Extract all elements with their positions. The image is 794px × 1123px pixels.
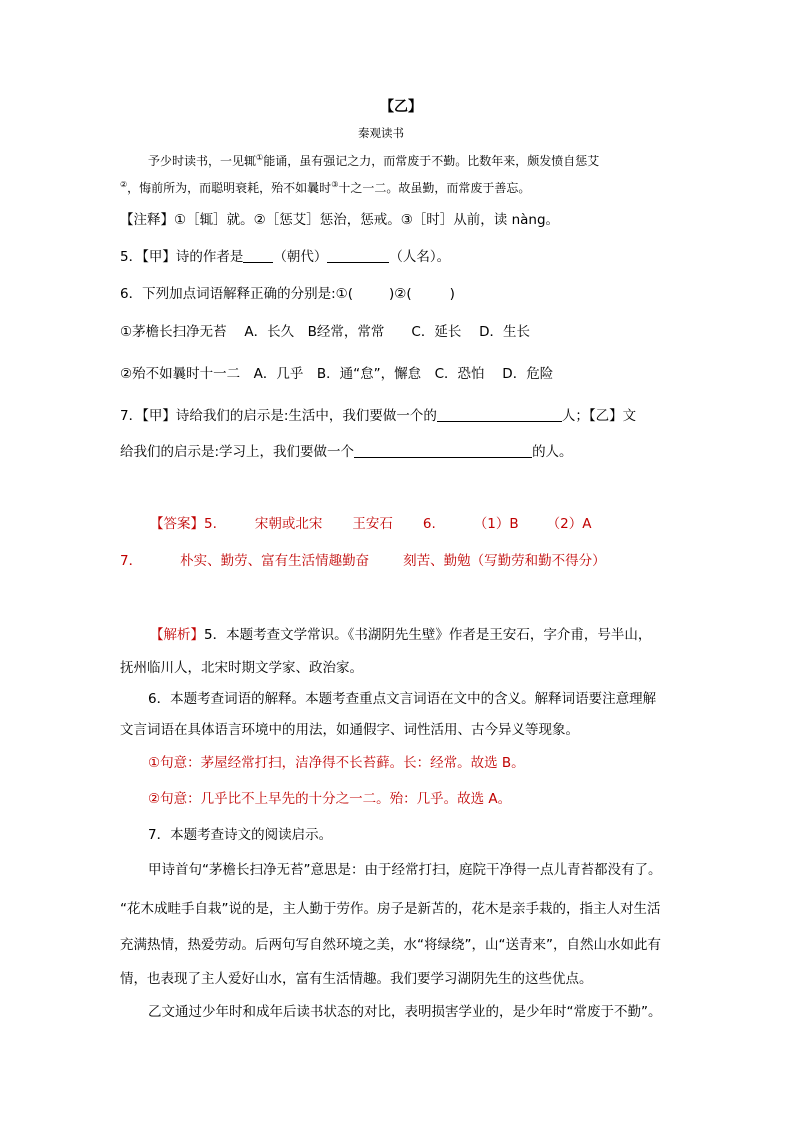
question-7-line-2 [120, 440, 573, 460]
question-6-item-2: ②殆不如曩时十一二 A．几乎 B．通“怠”，懈怠 C．恐怕 D．危险 [120, 366, 554, 382]
analysis-p5: 7．本题考查诗文的阅读启示。 [148, 827, 333, 843]
question-text: 6．下列加点词语解释正确的分别是:①( [120, 286, 354, 302]
analysis-label: 【解析】 [150, 627, 204, 643]
answer-text: 刻苦、勤勉（写勤劳和勤不得分） [403, 553, 606, 569]
answer-text: 宋朝或北宋 [254, 516, 323, 532]
answer-label: 【答案】 [150, 516, 204, 532]
analysis-p6-line-2: “花木成畦手自栽”说的是，主人勤于劳作。房子是新苫的，花木是亲手栽的，指主人对生活 [120, 901, 661, 917]
answer-blank[interactable] [327, 248, 389, 263]
question-text: 给我们的启示是:学习上，我们要做一个 [120, 444, 355, 460]
analysis-p7: 乙文通过少年时和成年后读书状态的对比，表明损害学业的，是少年时“常废于不勤”。 [148, 1004, 662, 1020]
passage-heading: 【乙】 [380, 99, 422, 115]
answer-text: 朴实、勤劳、富有生活情趣勤奋 [180, 553, 370, 569]
question-7-line-1 [120, 404, 636, 424]
question-text: （朝代） [273, 249, 328, 265]
note-mark: ① [256, 153, 264, 162]
answer-text: 6. [422, 516, 436, 532]
answer-line-1 [150, 512, 591, 532]
analysis-text: 5．本题考查文学常识。《书湖阴先生壁》作者是王安石，字介甫，号半山， [204, 627, 652, 643]
question-6 [120, 282, 455, 302]
passage-text: 十之一二。故虽勤，而常废于善忘。 [338, 181, 531, 195]
note-mark: ② [120, 180, 128, 189]
answer-blank[interactable] [437, 407, 562, 422]
analysis-p4: ②句意：几乎比不上早先的十分之一二。殆：几乎。故选 A。 [148, 791, 512, 807]
answer-text: 5. [204, 516, 217, 532]
answer-text: 7． [120, 553, 143, 569]
passage-text: 能诵，虽有强记之力，而常废于不勤。比数年来，颇发愤自惩艾 [263, 154, 600, 168]
analysis-p3: ①句意：茅屋经常打扫，洁净得不长苔藓。长：经常。故选 B。 [148, 755, 525, 771]
question-text: （人名）。 [389, 249, 451, 265]
question-text: )②( [389, 286, 412, 302]
analysis-p6-line-3: 充满热情，热爱劳动。后两句写自然环境之美，水“将绿绕”，山“送青来”，自然山水如此有 [120, 937, 661, 953]
question-text: 的人。 [532, 444, 573, 460]
passage-title: 秦观读书 [358, 126, 404, 140]
analysis-p2-line-2: 文言词语在具体语言环境中的用法，如通假字、词性活用、古今异义等现象。 [120, 722, 579, 738]
note-mark: ③ [331, 180, 339, 189]
answer-text: 王安石 [352, 516, 393, 532]
passage-line-2 [120, 179, 530, 196]
passage-notes: 【注释】①［辄］就。②［惩艾］惩治，惩戒。③［时］从前，读 nàng。 [120, 212, 560, 228]
analysis-p2-line-1: 6．本题考查词语的解释。本题考查重点文言词语在文中的含义。解释词语要注意理解 [148, 691, 657, 707]
analysis-p6-line-1: 甲诗首句“茅檐长扫净无苔”意思是：由于经常打扫，庭院干净得一点儿青苔都没有了。 [148, 862, 662, 878]
analysis-p1-line-2: 抚州临川人，北宋时期文学家、政治家。 [120, 660, 363, 676]
answer-blank[interactable] [243, 248, 273, 263]
analysis-p6-line-4: 情，也表现了主人爱好山水，富有生活情趣。我们要学习湖阴先生的这些优点。 [120, 971, 593, 987]
answer-blank[interactable] [354, 443, 532, 458]
question-text: ) [449, 286, 455, 302]
passage-line-1 [148, 152, 599, 169]
question-text: 5．【甲】诗的作者是 [120, 249, 244, 265]
answer-text: （1）B [473, 516, 519, 532]
answer-text: （2）A [546, 516, 592, 532]
question-text: 7．【甲】诗给我们的启示是:生活中，我们要做一个的 [120, 408, 437, 424]
passage-text: ，悔前所为，而聪明衰耗，殆不如曩时 [127, 181, 332, 195]
passage-text: 予少时读书，一见辄 [148, 154, 257, 168]
question-5 [120, 245, 450, 265]
question-6-item-1: ①茅檐长扫净无苔 A．长久 B经常，常常 C．延长 D．生长 [120, 324, 531, 340]
question-text: 人；【乙】文 [561, 408, 637, 424]
analysis-p1-line-1 [150, 623, 651, 643]
answer-line-2 [120, 549, 606, 569]
